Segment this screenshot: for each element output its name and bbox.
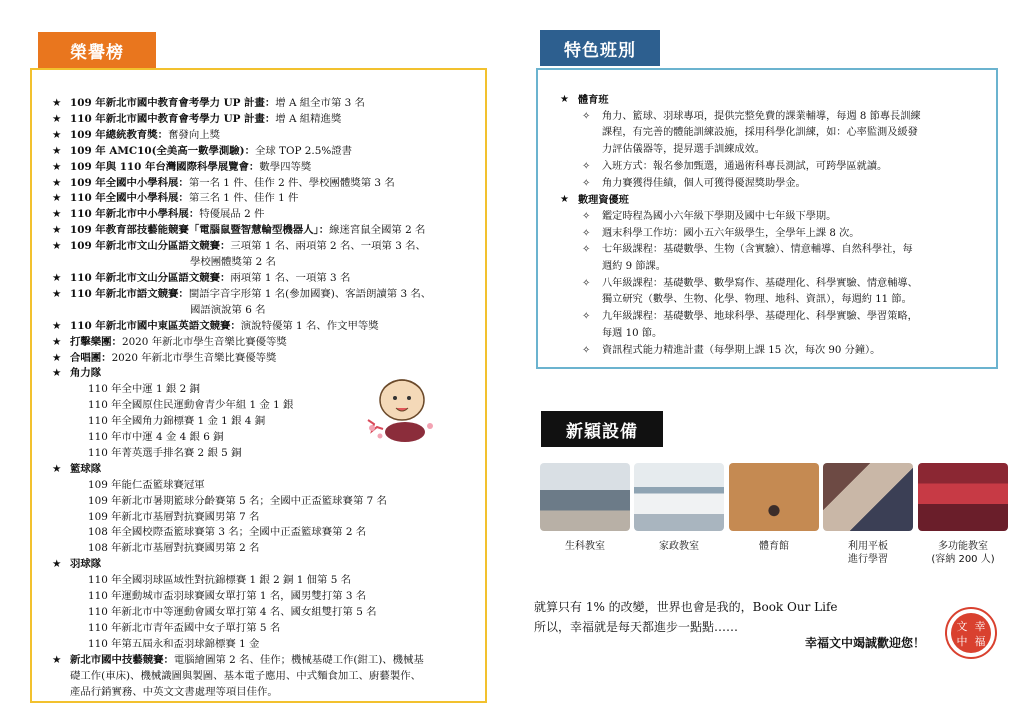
star-icon: ★ <box>52 176 62 189</box>
special-tab-label: 特色班別 <box>564 40 636 61</box>
facility-caption <box>634 540 724 553</box>
honor-item <box>52 669 482 685</box>
logo-char: 幸 <box>974 620 986 633</box>
special-class-detail-line: 資訊程式能力精進計畫（每學期上課 15 次，每次 90 分鐘）。 <box>602 344 881 356</box>
slogan-line-2: 所以，幸福就是每天都進步一點點…… <box>534 620 739 634</box>
logo-char: 中 <box>956 635 968 648</box>
honor-item-title: 110 年新北市語文競賽： <box>70 287 189 300</box>
honor-item-text: 2020 年新北市學生音樂比賽優等獎 <box>111 351 277 364</box>
special-class-detail-line: 每週 10 節。 <box>602 327 663 339</box>
honor-item <box>52 589 482 605</box>
honor-item-text: 礎工作(車床)、機械識圖與製圖、基本電子應用、中式麵食加工、廚藝製作、 <box>70 669 421 682</box>
honor-item-title: 109 年總統教育獎： <box>70 128 169 141</box>
honor-item-text: 110 年新北市青年盃國中女子單打第 5 名 <box>88 621 281 634</box>
facility-caption-line: 生科教室 <box>565 541 605 552</box>
special-class-detail-line: 九年級課程：基礎數學、地球科學、基礎理化、科學實驗、學習策略， <box>602 311 918 323</box>
honor-item-text: 109 年新北市暑期籃球分齡賽第 5 名；全國中正盃籃球賽第 7 名 <box>88 494 387 507</box>
diamond-bullet-icon: ✧ <box>582 110 591 122</box>
logo-char: 福 <box>974 635 986 648</box>
classroom-photo <box>540 463 630 531</box>
honor-item <box>52 191 482 207</box>
slogan-line-1: 就算只有 1% 的改變，世界也會是我的，Book Our Life <box>534 600 838 614</box>
honor-item-title: 110 年新北市中小學科展： <box>70 208 200 221</box>
special-class-detail-line: 八年級課程：基礎數學、數學寫作、基礎理化、科學實驗、情意輔導、 <box>602 277 918 289</box>
special-class-title: 數理資優班 <box>578 194 629 207</box>
honor-item-text: 108 年全國校際盃籃球賽第 3 名；全國中正盃籃球賽第 2 名 <box>88 526 367 539</box>
diamond-bullet-icon: ✧ <box>582 160 591 172</box>
home-economics-photo <box>634 463 724 531</box>
honor-item <box>52 144 482 160</box>
honor-item-text: 109 年能仁盃籃球賽冠軍 <box>88 478 205 491</box>
honor-item-text: 學校團體獎第 2 名 <box>190 256 276 269</box>
star-icon: ★ <box>52 144 62 157</box>
honor-item <box>52 271 482 287</box>
facility-caption-line: 利用平板 <box>848 541 888 552</box>
honor-item-text: 線迷宮鼠全國第 2 名 <box>329 224 426 237</box>
star-icon: ★ <box>52 287 62 300</box>
diamond-bullet-icon: ✧ <box>582 311 591 323</box>
honor-item <box>52 335 482 351</box>
honor-item <box>52 637 482 653</box>
honor-item-text: 數學四等獎 <box>259 160 312 173</box>
honor-item-text: 110 年運動城市盃羽球賽國女單打第 1 名，國男雙打第 3 名 <box>88 590 367 603</box>
logo-char: 文 <box>956 620 968 633</box>
special-class-detail <box>560 176 985 193</box>
honor-item-text: 109 年新北市基層對抗賽國男第 7 名 <box>88 510 260 523</box>
honor-item <box>52 621 482 637</box>
special-class-detail-line: 七年級課程：基礎數學、生物（含實驗）、情意輔導、自然科學社，每 <box>602 244 913 256</box>
tablet-learning-photo <box>823 463 913 531</box>
honor-item <box>52 478 482 494</box>
special-class-detail <box>560 309 985 342</box>
honor-item-text: 兩項第 1 名、一項第 3 名 <box>230 271 351 284</box>
honor-item <box>52 319 482 335</box>
honor-item-title: 打擊樂團： <box>70 335 122 348</box>
star-icon: ★ <box>52 335 62 348</box>
special-class-detail-line: 角力、籃球、羽球專項，提供完整免費的課業輔導，每週 8 節專長訓練 <box>602 110 921 122</box>
diamond-bullet-icon: ✧ <box>582 244 591 256</box>
honor-item-title: 109 年新北市國中教育會考學力 UP 計畫： <box>70 97 276 109</box>
honor-item-text: 產品行銷實務、中英文文書處理等項目佳作。 <box>70 685 278 698</box>
honor-item-text: 第一名 1 件、佳作 2 件、學校團體獎第 3 名 <box>188 176 395 189</box>
honor-item-title: 合唱團： <box>70 351 112 364</box>
special-class-detail-line: 週約 9 節課。 <box>602 261 666 273</box>
special-class-detail <box>560 109 985 159</box>
honor-item <box>52 605 482 621</box>
honor-item-title: 110 年新北市國中東區英語文競賽： <box>70 319 241 332</box>
special-class-detail <box>560 159 985 176</box>
honor-item <box>52 160 482 176</box>
honor-item-title: 羽球隊 <box>70 558 102 571</box>
honor-item-text: 第三名 1 件、佳作 1 件 <box>188 192 299 205</box>
star-icon: ★ <box>52 367 62 380</box>
honor-item-text: 2020 年新北市學生音樂比賽優等獎 <box>121 335 287 348</box>
honor-item <box>52 176 482 192</box>
star-icon: ★ <box>52 192 62 205</box>
star-icon: ★ <box>52 160 62 173</box>
honor-item <box>52 255 482 271</box>
special-class-detail-line: 週末科學工作坊：國小五六年級學生，全學年上課 8 次。 <box>602 227 860 239</box>
facility-caption <box>918 540 1008 566</box>
star-icon: ★ <box>52 240 62 253</box>
welcome-text: 幸福文中竭誠歡迎您！ <box>805 636 926 650</box>
honor-item-text: 全球 TOP 2.5%證書 <box>254 144 352 157</box>
special-class-detail-line: 入班方式：報名參加甄選，通過術科專長測試，可跨學區就讀。 <box>602 160 888 172</box>
special-class-title: 體育班 <box>578 94 609 106</box>
honor-item <box>52 303 482 319</box>
honor-item-title: 110 年新北市文山分區語文競賽： <box>70 271 231 284</box>
honor-tab <box>38 32 156 68</box>
auditorium-photo <box>918 463 1008 531</box>
star-icon: ★ <box>560 194 570 206</box>
facility-caption <box>823 540 913 566</box>
honor-item <box>52 494 482 510</box>
honor-item-text: 110 年第五屆永和盃羽球錦標賽 1 金 <box>88 637 260 650</box>
special-class-detail <box>560 209 985 226</box>
diamond-bullet-icon: ✧ <box>582 210 591 222</box>
honor-item <box>52 207 482 223</box>
honor-item-text: 電腦繪圖第 2 名、佳作；機械基礎工作(鉗工)、機械基 <box>173 653 424 666</box>
honor-item-title: 109 年教育部技藝能競賽「電腦鼠暨智慧輪型機器人」： <box>70 224 330 237</box>
facility-caption <box>540 540 630 553</box>
honor-item-title: 新北市國中技藝競賽： <box>70 653 174 666</box>
honor-item-text: 增 A 組全市第 3 名 <box>275 97 365 109</box>
star-icon: ★ <box>52 351 62 364</box>
diamond-bullet-icon: ✧ <box>582 227 591 239</box>
special-class-detail <box>560 343 985 360</box>
honor-item <box>52 525 482 541</box>
special-class-detail <box>560 226 985 243</box>
honor-item <box>52 462 482 478</box>
special-class-detail-line: 鑑定時程為國小六年級下學期及國中七年級下學期。 <box>602 210 837 222</box>
special-class-list <box>560 92 985 359</box>
school-logo <box>944 606 998 660</box>
diamond-bullet-icon: ✧ <box>582 177 591 189</box>
honor-item <box>52 287 482 303</box>
honor-item-text: 108 年新北市基層對抗賽國男第 2 名 <box>88 542 260 555</box>
special-class-heading <box>560 92 985 109</box>
facility-caption-line: 進行學習 <box>848 554 888 565</box>
honor-item-title: 角力隊 <box>70 367 102 380</box>
diamond-bullet-icon: ✧ <box>582 277 591 289</box>
honor-item <box>52 573 482 589</box>
new-facilities-tab <box>541 411 663 447</box>
special-class-detail-line: 課程，有完善的體能訓練設施，採用科學化訓練，如：心率監測及緩發 <box>602 127 918 139</box>
honor-item <box>52 557 482 573</box>
star-icon: ★ <box>52 97 62 109</box>
star-icon: ★ <box>52 208 62 221</box>
honor-item-text: 110 年市中運 4 金 4 銀 6 銅 <box>88 431 224 444</box>
honor-item-title: 109 年新北市文山分區語文競賽： <box>70 240 231 253</box>
facility-caption-line: 多功能教室 <box>938 541 988 552</box>
honor-item-title: 110 年新北市國中教育會考學力 UP 計畫： <box>70 112 276 125</box>
facility-caption <box>729 540 819 553</box>
facility-caption-line: (容納 200 人) <box>931 554 995 565</box>
honor-item <box>52 541 482 557</box>
honor-item-text: 增 A 組精進獎 <box>275 112 342 125</box>
special-class-heading <box>560 192 985 209</box>
honor-item-title: 109 年 AMC10(全美高一數學測驗)： <box>70 144 255 157</box>
honor-tab-label: 榮譽榜 <box>70 42 124 63</box>
star-icon: ★ <box>52 558 62 571</box>
special-class-tab <box>540 30 660 66</box>
honor-item <box>52 653 482 669</box>
honor-item-text: 110 年菁英選手排名賽 2 銀 5 銅 <box>88 446 242 459</box>
honor-item-text: 110 年全國原住民運動會青少年組 1 金 1 銀 <box>88 399 294 412</box>
honor-item-title: 110 年全國中小學科展： <box>70 192 189 205</box>
honor-item-text: 110 年全國角力錦標賽 1 金 1 銀 4 銅 <box>88 415 266 428</box>
star-icon: ★ <box>52 224 62 237</box>
honor-item-title: 籃球隊 <box>70 462 102 475</box>
mascot-illustration <box>358 370 448 450</box>
special-class-detail <box>560 276 985 309</box>
special-class-detail-line: 力評估儀器等，提昇選手訓練成效。 <box>602 144 765 156</box>
honor-item-text: 特優展品 2 件 <box>199 208 265 221</box>
honor-item-text: 閩語字音字形第 1 名(參加國賽)、客語朗讀第 3 名、 <box>188 287 432 300</box>
honor-item-text: 110 年新北市中等運動會國女單打第 4 名、國女組雙打第 5 名 <box>88 606 377 618</box>
honor-item <box>52 685 482 701</box>
star-icon: ★ <box>52 462 62 475</box>
gym-photo <box>729 463 819 531</box>
honor-item <box>52 128 482 144</box>
special-class-detail-line: 獨立研究（數學、生物、化學、物理、地科、資訊），每週約 11 節。 <box>602 294 912 306</box>
diamond-bullet-icon: ✧ <box>582 344 591 356</box>
special-class-detail-line: 角力賽獲得佳績，個人可獲得優渥獎助學金。 <box>602 177 806 189</box>
honor-item-title: 109 年全國中小學科展： <box>70 176 189 189</box>
star-icon: ★ <box>52 653 62 666</box>
honor-item-text: 110 年全國羽球區域性對抗錦標賽 1 銀 2 銅 1 佃第 5 名 <box>88 574 352 587</box>
honor-item <box>52 223 482 239</box>
honor-item <box>52 96 482 112</box>
star-icon: ★ <box>52 271 62 284</box>
special-class-panel <box>536 68 998 369</box>
honor-item <box>52 239 482 255</box>
facility-caption-line: 家政教室 <box>659 541 699 552</box>
honor-item-text: 三項第 1 名、兩項第 2 名、一項第 3 名、 <box>230 240 426 253</box>
honor-item-text: 奮發向上獎 <box>168 128 220 141</box>
honor-item <box>52 351 482 367</box>
new-facilities-tab-label: 新穎設備 <box>566 421 638 442</box>
honor-item <box>52 112 482 128</box>
special-class-detail <box>560 242 985 275</box>
honor-item <box>52 510 482 526</box>
star-icon: ★ <box>52 128 62 141</box>
star-icon: ★ <box>52 112 62 125</box>
honor-item-text: 演說特優第 1 名、作文甲等獎 <box>240 319 379 332</box>
honor-item-text: 110 年全中運 1 銀 2 銅 <box>88 383 200 396</box>
star-icon: ★ <box>560 94 570 105</box>
facility-caption-line: 體育館 <box>759 541 789 552</box>
star-icon: ★ <box>52 319 62 332</box>
honor-item-text: 國語演說第 6 名 <box>190 303 266 316</box>
honor-item-title: 109 年與 110 年台灣國際科學展覽會： <box>70 160 260 173</box>
